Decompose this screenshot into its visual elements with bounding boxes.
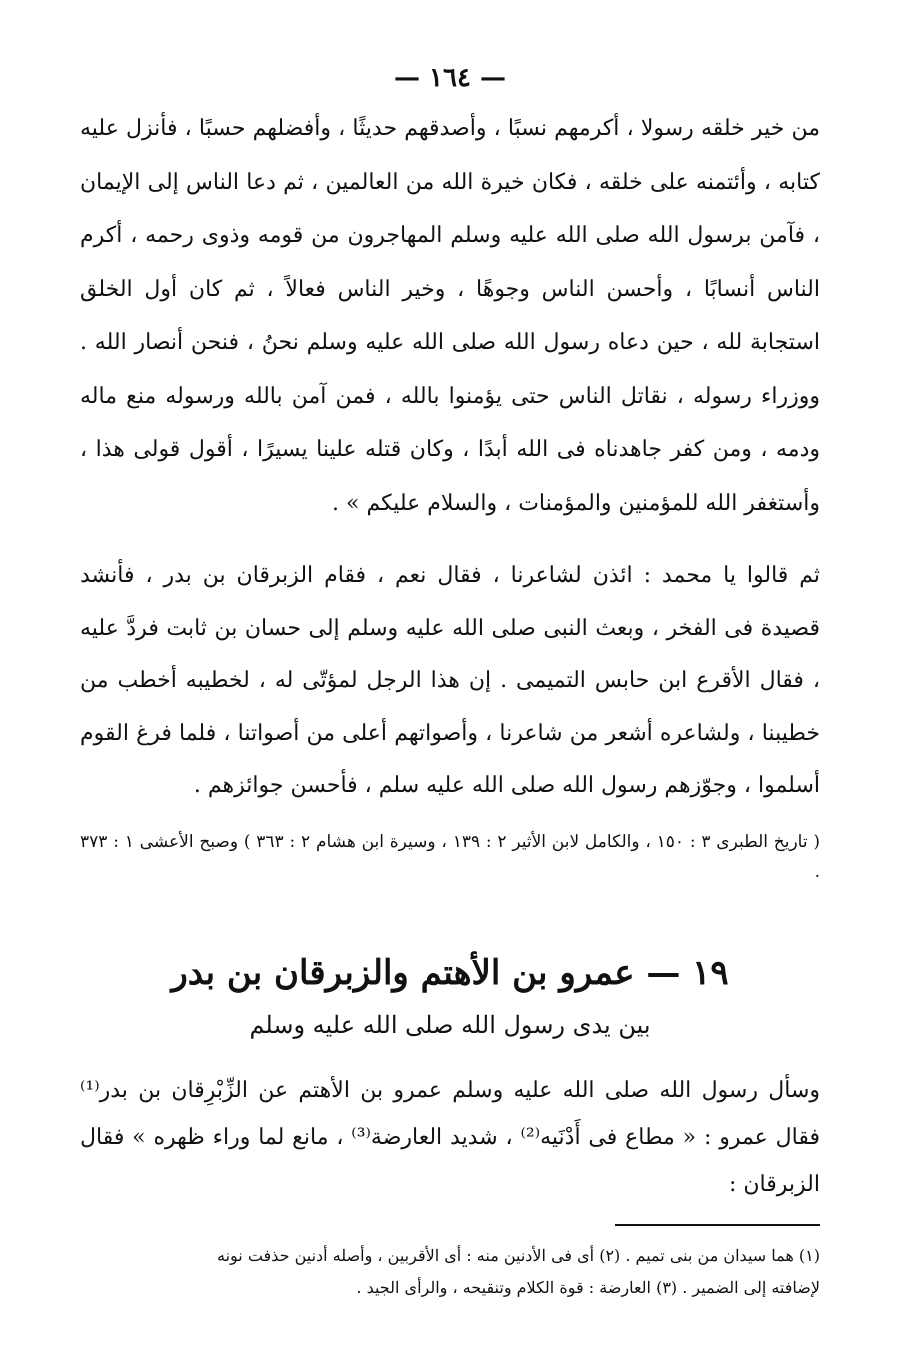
page-number: — ١٦٤ — bbox=[393, 63, 507, 93]
body-paragraph-2: ثم قالوا يا محمد : ائذن لشاعرنا ، فقال نعم ، فقام الزبرقان بن بدر ، فأنشد قصيدة فى الفخر ، وبعث النبى صلى الله عليه وسلم إلى حسان بن ثابت فردَّ عليه ، فقال الأقرع ابن حابس التميمى . إن هذا الرجل لمؤتّى له ، لخطيبه أخطب من خطيبنا ، ولشاعره أشعر من شاعرنا ، وأصواتهم أعلى من أصواتنا ، فلما فرغ القوم أسلموا ، وجوّزهم رسول الله صلى الله عليه سلم ، فأحسن جوائزهم . bbox=[80, 563, 820, 799]
body-paragraph-1: من خير خلقه رسولا ، أكرمهم نسبًا ، وأصدقهم حديثًا ، وأفضلهم حسبًا ، فأنزل عليه كتابه ، وأئتمنه على خلقه ، فكان خيرة الله من العالمين ، ثم دعا الناس إلى الإيمان ، فآمن برسول الله صلى الله عليه وسلم المهاجرون من قومه وذوى رحمه ، أكرم الناس أنسابًا ، وأحسن الناس وجوهًا ، وخير الناس فعالاً ، ثم كان أول الخلق استجابة لله ، حين دعاه رسول الله صلى الله عليه وسلم نحنُ ، فنحن أنصار الله . ووزراء رسوله ، نقاتل الناس حتى يؤمنوا بالله ، فمن آمن بالله ورسوله منع ماله ودمه ، ومن كفر جاهدناه فى الله أبدًا ، وكان قتله علينا يسيرًا ، أقول قولى هذا ، وأستغفر الله للمؤمنين والمؤمنات ، والسلام عليكم » . bbox=[80, 116, 821, 516]
footnote-divider bbox=[615, 1224, 820, 1226]
footnotes bbox=[80, 1240, 820, 1304]
footnote-line-2: لإضافته إلى الضمير . (٣) العارضة : قوة الكلام وتنقيحه ، والرأى الجيد . bbox=[356, 1277, 820, 1297]
section-title: ١٩ — عمرو بن الأهتم والزبرقان بن بدر bbox=[171, 952, 729, 993]
section-subtitle: بين يدى رسول الله صلى الله عليه وسلم bbox=[249, 1010, 651, 1039]
footnote-line-1: (١) هما سيدان من بنى تميم . (٢) أى فى الأدنين منه : أى الأقربين ، وأصله أدنين حذفت نونه bbox=[217, 1245, 820, 1265]
source-citation: ( تاريخ الطبرى ٣ : ١٥٠ ، والكامل لابن الأثير ٢ : ١٣٩ ، وسيرة ابن هشام ٢ : ٣٦٣ ) وصبح الأعشى ١ : ٣٧٣ . bbox=[80, 831, 820, 882]
body-paragraph-3: وسأل رسول الله صلى الله عليه وسلم عمرو بن الأهتم عن الزِّبْرِقان بن بدر⁽¹⁾ فقال عمرو : « مطاع فى أَدْنَيه⁽²⁾ ، شديد العارضة⁽³⁾ ، مانع لما وراء ظهره » فقال الزبرقان : bbox=[80, 1077, 820, 1197]
